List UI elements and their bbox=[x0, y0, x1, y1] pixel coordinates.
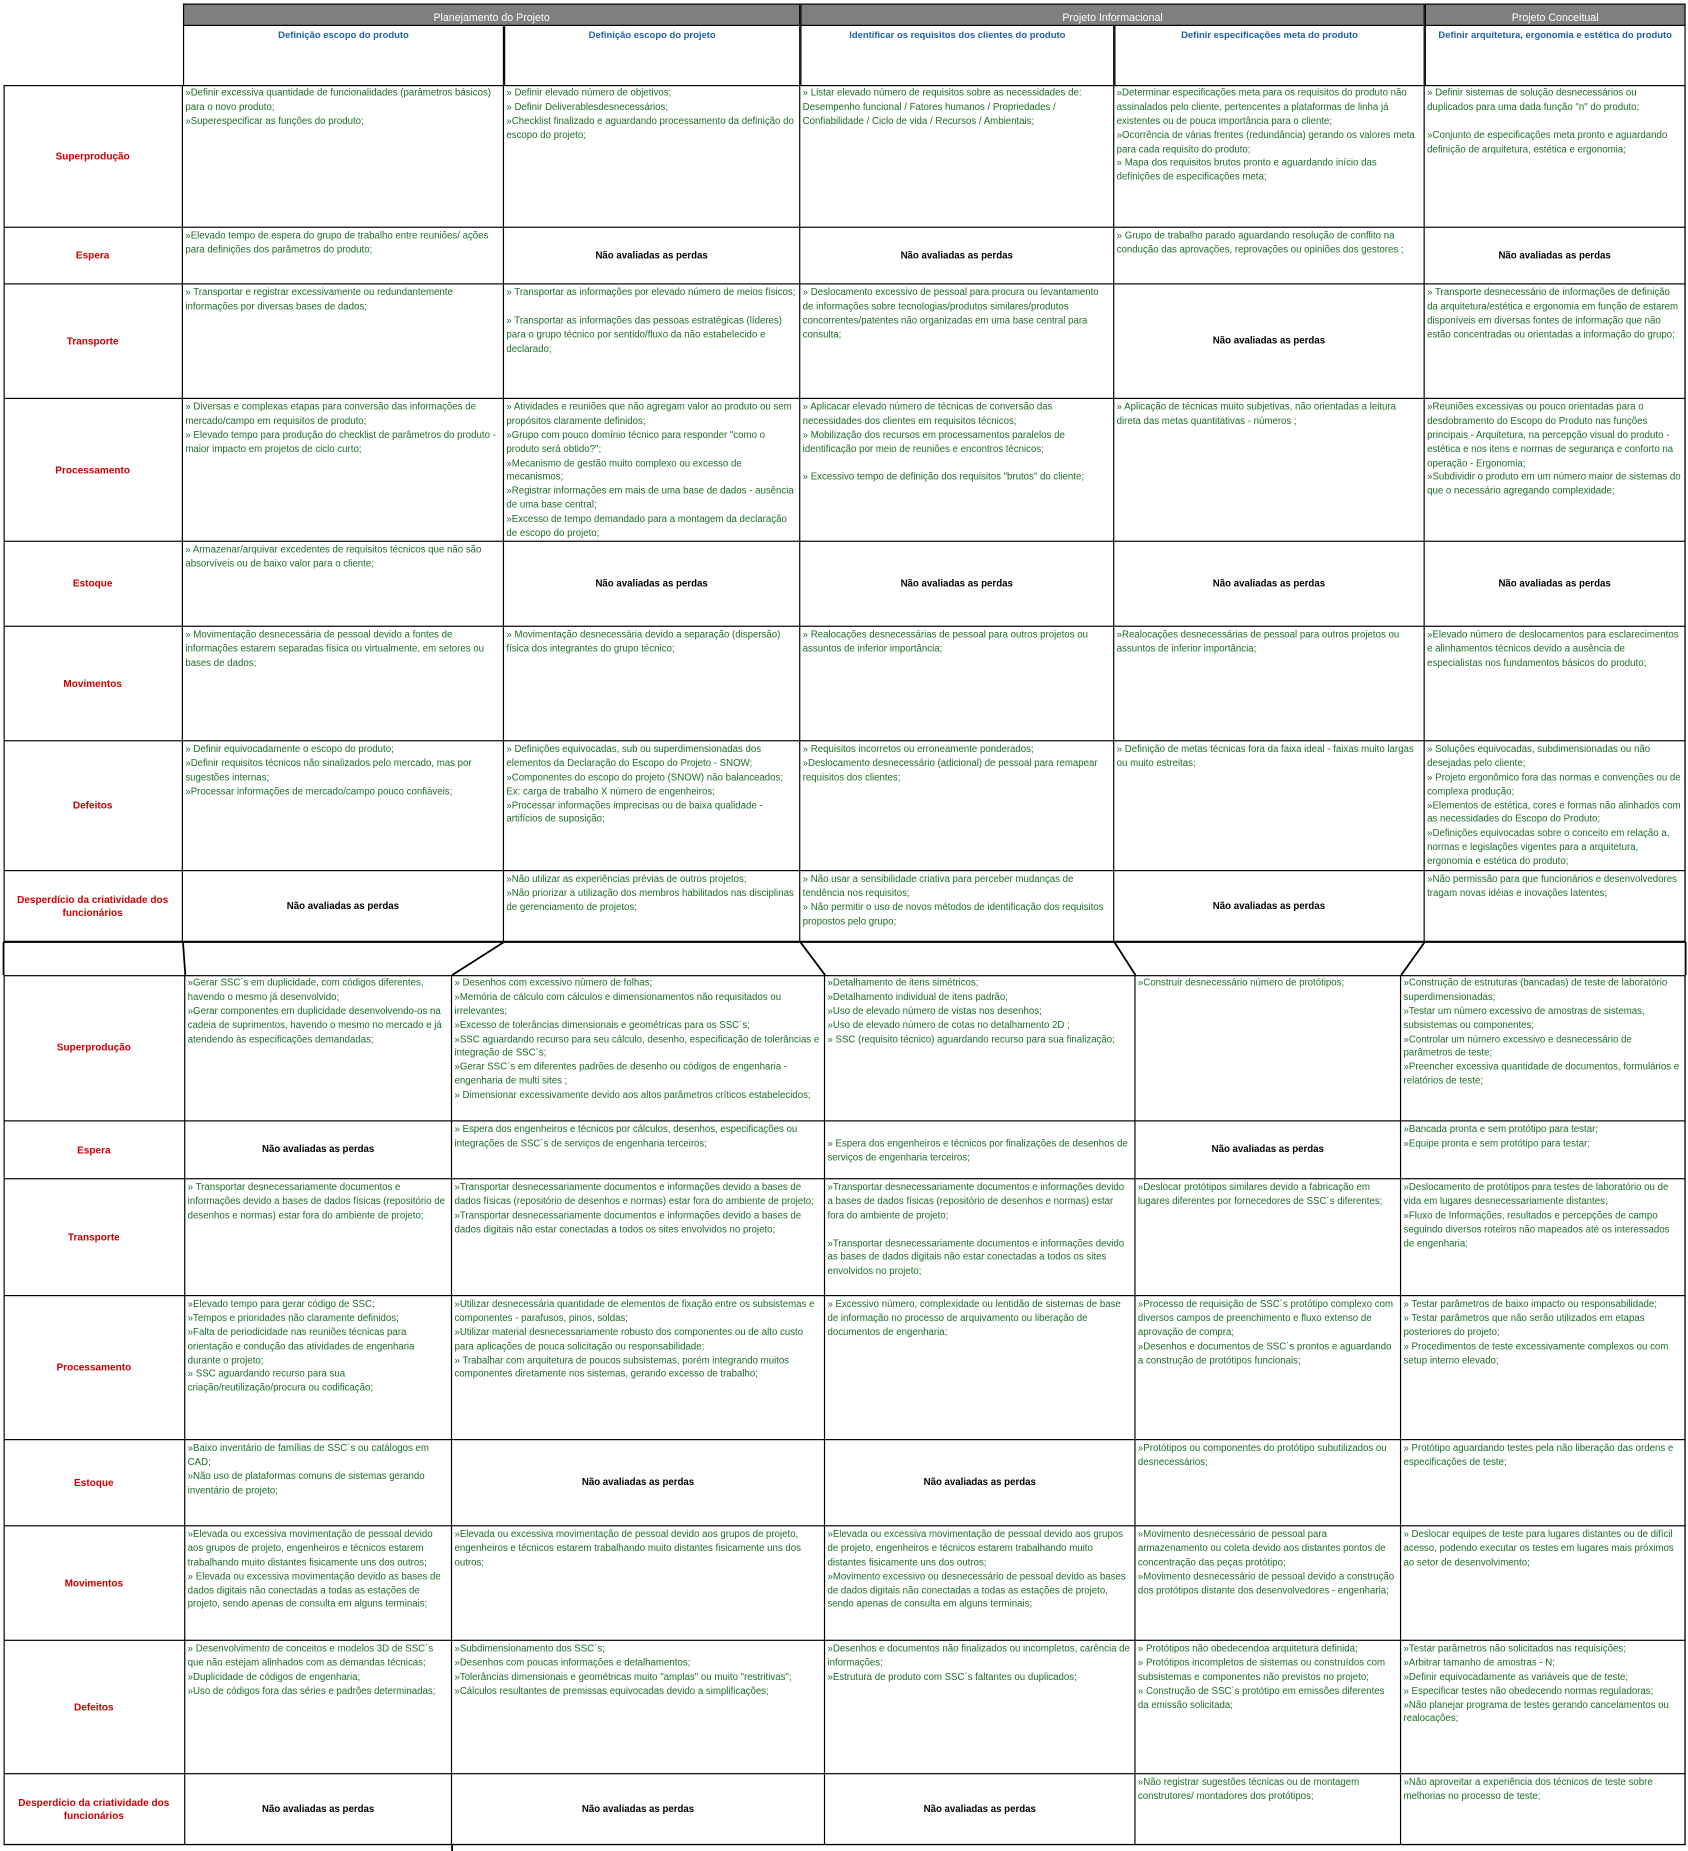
waste-item: »Construção de estruturas (bancadas) de teste de laboratório superdimensionadas; bbox=[1403, 977, 1668, 1003]
waste-item: »Ocorrência de várias frentes (redundância) gerando os valores meta para cada requisito do produto; bbox=[1116, 129, 1415, 155]
waste-cell bbox=[800, 627, 1114, 742]
waste-cell bbox=[1114, 85, 1424, 228]
row-label: Superprodução bbox=[4, 975, 186, 1121]
waste-item: »Protótipos ou componentes do protótipo subutilizados ou desnecessários; bbox=[1137, 1442, 1387, 1468]
cell-not-evaluated: Não avaliadas as perdas bbox=[452, 1774, 825, 1845]
activity-header: Definir arquitetura, ergonomia e estética do produto bbox=[1425, 26, 1686, 85]
waste-item: »Construir desnecessário número de protótipos; bbox=[1137, 977, 1345, 989]
row-label: Processamento bbox=[4, 1296, 186, 1440]
cell-not-evaluated: Não avaliadas as perdas bbox=[504, 228, 800, 285]
waste-item: »Gerar SSC´s em duplicidade, com códigos diferentes, havendo o mesmo já desenvolvido; bbox=[187, 977, 424, 1003]
waste-item: » Grupo de trabalho parado aguardando resolução de conflito na condução das aprovações, reprovações ou opiniões dos gestores ; bbox=[1116, 230, 1404, 255]
waste-item: »Baixo inventário de famílias de SSC´s ou catálogos em CAD; bbox=[187, 1442, 429, 1468]
waste-item: »Transportar desnecessariamente documentos e informações devido a bases de dados físicas (repositório de desenhos e normas) estar fora do ambiente de projeto; bbox=[454, 1181, 814, 1207]
waste-item: »Componentes do escopo do projeto (SNOW) não balanceados; Ex: carga de trabalho X número de engenheiros; bbox=[506, 771, 784, 797]
waste-item: »Uso de elevado número de cotas no detalhamento 2D ; bbox=[827, 1019, 1070, 1031]
waste-item: »Excesso de tolerâncias dimensionais e geométricas para os SSC´s; bbox=[454, 1019, 750, 1031]
waste-cell bbox=[504, 285, 800, 400]
waste-item: » Soluções equivocadas, subdimensionadas ou não desejadas pelo cliente; bbox=[1427, 743, 1651, 769]
waste-cell bbox=[1136, 1526, 1402, 1641]
waste-cell bbox=[1401, 1440, 1685, 1526]
row-label: Transporte bbox=[4, 285, 183, 400]
waste-cell bbox=[504, 85, 800, 228]
waste-item: »SSC aguardando recurso para seu cálculo, desenho, especificação de tolerâncias e integração de SSC´s; bbox=[454, 1033, 820, 1059]
waste-item: » Dimensionar excessivamente devido aos altos parâmetros críticos estabelecidos; bbox=[454, 1089, 811, 1101]
waste-item: »Testar parâmetros não solicitados nas requisições; bbox=[1403, 1643, 1626, 1654]
waste-item: » Mobilização dos recursos em processamentos paralelos de identificação por meio de reuniões e encontros técnicos; bbox=[802, 429, 1065, 455]
waste-item: » Espera dos engenheiros e técnicos por cálculos, desenhos, especificações ou integrações de SSC´s de serviços de engenharia terceiros; bbox=[454, 1123, 798, 1149]
waste-item: »Grupo com pouco domínio técnico para responder "como o produto será obtido?"; bbox=[506, 429, 766, 455]
waste-cell bbox=[1401, 975, 1685, 1121]
waste-cell bbox=[504, 399, 800, 542]
waste-item: »Elevada ou excessiva movimentação de pessoal devido aos grupos de projeto, engenheiros e técnicos estarem trabalhando muito distantes fisicamente uns dos outros; bbox=[187, 1528, 433, 1568]
waste-item: »Transportar desnecessariamente documentos e informações devido a bases de dados físicas (repositório de desenhos e normas) estar fora do ambiente de projeto; bbox=[827, 1181, 1125, 1221]
waste-item: » Definir sistemas de solução desnecessários ou duplicados para uma dada função "n" do produto; bbox=[1427, 87, 1640, 113]
connector-line bbox=[800, 942, 825, 975]
cell-not-evaluated: Não avaliadas as perdas bbox=[504, 542, 800, 627]
waste-item: »Definir equivocadamente as variáveis que de teste; bbox=[1403, 1671, 1629, 1682]
waste-cell bbox=[452, 1179, 825, 1296]
waste-item: » Não permitir o uso de novos métodos de identificação dos requisitos propostos pelo grupo; bbox=[802, 901, 1104, 927]
waste-item: »Tempos e prioridades não claramente definidos; bbox=[187, 1312, 399, 1324]
waste-cell bbox=[825, 1526, 1135, 1641]
waste-item: »Não utilizar as experiências prévias de outros projetos; bbox=[506, 873, 747, 885]
waste-cell bbox=[1136, 1774, 1402, 1845]
waste-item: »Definições equivocadas sobre o conceito em relação a, normas e legislações vigentes para a arquitetura, ergonomia e estética do produto; bbox=[1427, 827, 1670, 867]
waste-item: » Transportar as informações por elevado número de meios físicos; bbox=[506, 286, 796, 298]
waste-item: »Excesso de tempo demandado para a montagem da declaração de escopo do projeto; bbox=[506, 513, 787, 539]
waste-item: » Protótipos incompletos de sistemas ou construídos com subsistemas e componentes não previstos no projeto; bbox=[1137, 1657, 1386, 1682]
waste-item: »Desenhos com poucas informações e detalhamentos; bbox=[454, 1657, 691, 1668]
waste-cell bbox=[800, 85, 1114, 228]
waste-item: »Superespecificar as funções do produto; bbox=[185, 115, 364, 127]
waste-cell bbox=[1136, 1641, 1402, 1774]
waste-item: » Desenvolvimento de conceitos e modelos 3D de SSC´s que não estejam alinhados com as demandas técnicas; bbox=[187, 1643, 434, 1668]
waste-cell bbox=[183, 627, 504, 742]
cell-not-evaluated: Não avaliadas as perdas bbox=[1136, 1121, 1402, 1179]
waste-cell bbox=[183, 542, 504, 627]
waste-cell bbox=[504, 627, 800, 742]
cell-not-evaluated: Não avaliadas as perdas bbox=[825, 1440, 1135, 1526]
waste-cell bbox=[825, 1641, 1135, 1774]
waste-cell bbox=[1401, 1526, 1685, 1641]
waste-item: »Gerar componentes em duplicidade desenvolvendo-os na cadeia de suprimentos, havendo o mesmo no mercado e já atendendo às especificações demandadas; bbox=[187, 1005, 442, 1045]
waste-cell bbox=[1136, 1296, 1402, 1440]
waste-item: »Não uso de plataformas comuns de sistemas gerando inventário de projeto; bbox=[187, 1470, 425, 1496]
waste-item: »Fluxo de Informações, resultados e percepções de campo seguindo diversos roteiros não mapeados até os interessados de engenharia; bbox=[1403, 1209, 1670, 1249]
waste-item: »Memória de cálculo com cálculos e dimensionamentos não requisitados ou irrelevantes; bbox=[454, 991, 782, 1017]
waste-cell bbox=[1401, 1121, 1685, 1179]
cell-not-evaluated: Não avaliadas as perdas bbox=[1425, 228, 1686, 285]
waste-cell bbox=[504, 741, 800, 871]
waste-item: »Desenhos e documentos de SSC´s prontos e aguardando a construção de protótipos funcionais; bbox=[1137, 1340, 1392, 1366]
waste-item: »Arbitrar tamanho de amostras - N; bbox=[1403, 1657, 1555, 1668]
waste-item: » Trabalhar com arquitetura de poucos subsistemas, porém integrando muitos componentes diretamente nos sistemas, gerando excesso de trabalho; bbox=[454, 1354, 790, 1380]
waste-item: »Gerar SSC´s em diferentes padrões de desenho ou códigos de engenharia - engenharia de multi sites ; bbox=[454, 1061, 788, 1087]
waste-item: »Processar informações imprecisas ou de baixa qualidade - artifícios de suposição; bbox=[506, 799, 763, 825]
phase-header: Projeto Conceitual bbox=[1425, 4, 1686, 26]
waste-item: »Detalhamento de itens simétricos; bbox=[827, 977, 979, 989]
row-label: Desperdício da criatividade dos funcionários bbox=[4, 871, 183, 942]
connector-line bbox=[1401, 942, 1425, 975]
waste-cell bbox=[1114, 399, 1424, 542]
waste-item: »Elementos de estética, cores e formas não alinhados com as necessidades do Escopo do Produto; bbox=[1427, 799, 1681, 825]
waste-cell bbox=[452, 975, 825, 1121]
cell-not-evaluated: Não avaliadas as perdas bbox=[1425, 542, 1686, 627]
phase-header: Planejamento do Projeto bbox=[183, 4, 800, 26]
waste-cell bbox=[183, 285, 504, 400]
waste-item: »Detalhamento individual de itens padrão; bbox=[827, 991, 1008, 1003]
waste-cell bbox=[1425, 85, 1686, 228]
waste-cell bbox=[825, 975, 1135, 1121]
row-label: Superprodução bbox=[4, 85, 183, 228]
waste-item: »Desenhos e documentos não finalizados ou incompletos, carência de informações; bbox=[827, 1643, 1130, 1668]
cell-not-evaluated: Não avaliadas as perdas bbox=[1114, 285, 1424, 400]
waste-item: »Checklist finalizado e aguardando processamento da definição do escopo do projeto; bbox=[506, 115, 794, 141]
row-label: Transporte bbox=[4, 1179, 186, 1296]
waste-cell bbox=[1401, 1296, 1685, 1440]
waste-cell bbox=[185, 1440, 452, 1526]
waste-cell bbox=[1401, 1179, 1685, 1296]
waste-item: »Movimento desnecessário de pessoal para armazenamento ou coleta devido aos distantes pontos de concentração das peças protótipo; bbox=[1137, 1528, 1386, 1568]
waste-item: » Excessivo número, complexidade ou lentidão de sistemas de base de informação no processo de arquivamento ou liberação de documentos de engenharia; bbox=[827, 1298, 1121, 1338]
waste-item: » Protótipo aguardando testes pela não liberação das ordens e especificações de teste; bbox=[1403, 1442, 1674, 1468]
waste-item: » Testar parâmetros de baixo impacto ou responsabilidade; bbox=[1403, 1298, 1657, 1310]
waste-cell bbox=[1425, 399, 1686, 542]
waste-item: »Definir requisitos técnicos não sinalizados pelo mercado, mas por sugestões internas; bbox=[185, 757, 472, 783]
row-label: Movimentos bbox=[4, 627, 183, 742]
phase-header: Projeto Informacional bbox=[800, 4, 1424, 26]
waste-item: »Estrutura de produto com SSC´s faltantes ou duplicados; bbox=[827, 1671, 1077, 1682]
activity-header: Definição escopo do produto bbox=[183, 26, 504, 85]
waste-item: » SSC (requisito técnico) aguardando recurso para sua finalização; bbox=[827, 1033, 1115, 1045]
waste-item: » Procedimentos de teste excessivamente complexos ou com setup interno elevado; bbox=[1403, 1340, 1669, 1366]
row-label: Defeitos bbox=[4, 1641, 186, 1774]
waste-cell bbox=[1401, 1774, 1685, 1845]
cell-not-evaluated: Não avaliadas as perdas bbox=[185, 1121, 452, 1179]
waste-item: »Determinar especificações meta para os requisitos do produto não assinalados pelo cliente, pertencentes a plataformas de linha já existentes ou de pouca importância para o cliente; bbox=[1116, 87, 1407, 127]
waste-cell bbox=[1114, 627, 1424, 742]
waste-item: »Cálculos resultantes de premissas equivocadas devido a simplificações; bbox=[454, 1685, 769, 1696]
waste-item: »Não registrar sugestões técnicas ou de montagem construtores/ montadores dos protótipos; bbox=[1137, 1776, 1360, 1802]
waste-item: » Elevado tempo para produção do checklist de parâmetros do produto - maior impacto em projetos de ciclo curto; bbox=[185, 429, 496, 455]
waste-item: » Mapa dos requisitos brutos pronto e aguardando início das definições de especificações meta; bbox=[1116, 157, 1377, 183]
waste-item: » Definir equivocadamente o escopo do produto; bbox=[185, 743, 394, 755]
waste-item: »Processo de requisição de SSC´s protótipo complexo com diversos campos de preenchimento e fluxo extenso de aprovação de compra; bbox=[1137, 1298, 1394, 1338]
waste-cell bbox=[185, 1179, 452, 1296]
waste-cell bbox=[800, 399, 1114, 542]
waste-item: »Testar um número excessivo de amostras de sistemas, subsistemas ou componentes; bbox=[1403, 1005, 1645, 1031]
waste-cell bbox=[183, 399, 504, 542]
connector-line bbox=[183, 942, 185, 975]
waste-item: » Protótipos não obedecendoa arquitetura definida; bbox=[1137, 1643, 1358, 1654]
waste-item: »Não planejar programa de testes gerando cancelamentos ou realocações; bbox=[1403, 1699, 1669, 1725]
waste-item: » Movimentação desnecessária de pessoal devido a fontes de informações estarem separadas física ou virtualmente, em setores ou bases de dados; bbox=[185, 629, 485, 668]
waste-item: » Excessivo tempo de definição dos requisitos "brutos" do cliente; bbox=[802, 471, 1085, 483]
waste-item: »Equipe pronta e sem protótipo para testar; bbox=[1403, 1137, 1590, 1149]
waste-item: » Atividades e reuniões que não agregam valor ao produto ou sem propósitos claramente definidos; bbox=[506, 401, 792, 427]
waste-item: »Movimento desnecessário de pessoal devido a construção dos protótipos distante dos desenvolvedores - engenharia; bbox=[1137, 1570, 1395, 1596]
cell-not-evaluated: Não avaliadas as perdas bbox=[800, 228, 1114, 285]
waste-item: » Elevada ou excessiva movimentação devido as bases de dados digitais não conectadas a todas as estações de projeto, sendo apenas de consulta em alguns terminais; bbox=[187, 1570, 441, 1610]
cell-not-evaluated: Não avaliadas as perdas bbox=[800, 542, 1114, 627]
waste-item: » Requisitos incorretos ou erroneamente ponderados; bbox=[802, 743, 1034, 755]
waste-item: » Definições equivocadas, sub ou superdimensionadas dos elementos da Declaração do Escopo do Projeto - SNOW; bbox=[506, 743, 762, 769]
cell-not-evaluated: Não avaliadas as perdas bbox=[1114, 542, 1424, 627]
waste-item: »Processar informações de mercado/campo pouco confiáveis; bbox=[185, 785, 453, 797]
waste-item: »Bancada pronta e sem protótipo para testar; bbox=[1403, 1123, 1598, 1135]
waste-item: »Uso de códigos fora das séries e padrões determinadas; bbox=[187, 1685, 436, 1696]
row-label: Processamento bbox=[4, 399, 183, 542]
waste-cell bbox=[1136, 1179, 1402, 1296]
waste-cell bbox=[1114, 228, 1424, 285]
waste-cell bbox=[1401, 1641, 1685, 1774]
waste-item: »Não permissão para que funcionários e desenvolvedores tragam novas idéias e inovações latentes; bbox=[1427, 873, 1677, 899]
waste-cell bbox=[185, 1526, 452, 1641]
waste-cell bbox=[452, 1296, 825, 1440]
waste-item: »Elevada ou excessiva movimentação de pessoal devido aos grupos de projeto, engenheiros e técnicos estarem trabalhando muito distantes fisicamente uns dos outros; bbox=[827, 1528, 1123, 1568]
activity-header: Identificar os requisitos dos clientes do produto bbox=[800, 26, 1114, 85]
waste-cell bbox=[825, 1179, 1135, 1296]
activity-header: Definir especificações meta do produto bbox=[1114, 26, 1424, 85]
waste-item: »Não priorizar a utilização dos membros habilitados nas disciplinas de gerenciamento de projetos; bbox=[506, 887, 794, 913]
waste-item: »Mecanismo de gestão muito complexo ou excesso de mecanismos; bbox=[506, 457, 742, 483]
waste-cell bbox=[183, 228, 504, 285]
connector-line bbox=[1114, 942, 1135, 975]
waste-item: »Subdimensionamento dos SSC´s; bbox=[454, 1643, 605, 1654]
waste-cell bbox=[183, 85, 504, 228]
activity-header: Definição escopo do projeto bbox=[504, 26, 800, 85]
waste-item: »Conjunto de especificações meta pronto e aguardando definição de arquitetura, estética e ergonomia; bbox=[1427, 129, 1668, 155]
waste-item: » Realocações desnecessárias de pessoal para outros projetos ou assuntos de inferior importância; bbox=[802, 629, 1088, 654]
waste-item: »Definir excessiva quantidade de funcionalidades (parâmetros básicos) para o novo produto; bbox=[185, 87, 492, 113]
waste-item: » SSC aguardando recurso para sua criação/reutilização/procura ou codificação; bbox=[187, 1368, 374, 1394]
waste-item: » Transportar desnecessariamente documentos e informações devido a bases de dados físicas (repositório de desenhos e normas) estar fora do ambiente de projeto; bbox=[187, 1181, 446, 1221]
row-label: Espera bbox=[4, 228, 183, 285]
waste-cell bbox=[185, 1296, 452, 1440]
connector-line bbox=[452, 942, 504, 975]
waste-item: » Transportar as informações das pessoas estratégicas (líderes) para o grupo técnico por sentido/fluxo da não estabelecido e declarado; bbox=[506, 314, 782, 354]
waste-cell bbox=[452, 1121, 825, 1179]
waste-item: »Subdividir o produto em um número maior de sistemas do que o necessário agregando complexidade; bbox=[1427, 471, 1681, 497]
waste-item: » Deslocamento excessivo de pessoal para procura ou levantamento de informações sobre tecnologias/produtos similares/produtos concorrentes/patentes não organizadas em uma base central para consulta; bbox=[802, 286, 1099, 340]
waste-item: »Deslocar protótipos similares devido a fabricação em lugares diferentes por fornecedores de SSC´s diferentes; bbox=[1137, 1181, 1383, 1207]
waste-item: » Não usar a sensibilidade criativa para perceber mudanças de tendência nos requisitos; bbox=[802, 873, 1074, 899]
waste-cell bbox=[1425, 871, 1686, 942]
cell-not-evaluated: Não avaliadas as perdas bbox=[825, 1774, 1135, 1845]
waste-cell bbox=[1136, 1440, 1402, 1526]
waste-item: » Transportar e registrar excessivamente ou redundantemente informações por diversas bases de dados; bbox=[185, 286, 453, 312]
waste-cell bbox=[800, 741, 1114, 871]
waste-item: »Controlar um número excessivo e desnecessário de parâmetros de teste; bbox=[1403, 1033, 1632, 1059]
row-label: Desperdício da criatividade dos funcionários bbox=[4, 1774, 186, 1845]
waste-item: »Não aproveitar a experiência dos técnicos de teste sobre melhorias no processo de teste; bbox=[1403, 1776, 1653, 1802]
waste-item: »Uso de elevado número de vistas nos desenhos; bbox=[827, 1005, 1042, 1017]
waste-item: »Tolerâncias dimensionais e geométricas muito "amplas" ou muito "restritivas"; bbox=[454, 1671, 792, 1682]
waste-cell bbox=[185, 1641, 452, 1774]
waste-item: » Especificar testes não obedecendo normas reguladoras; bbox=[1403, 1685, 1654, 1696]
waste-item: »Reuniões excessivas ou pouco orientadas para o desdobramento do Escopo do Produto nas funções principais - Arquitetura, na percepção visual do produto - estética e nos itens e normas de segurança e conforto na operação - Ergonomia; bbox=[1427, 401, 1674, 469]
waste-item: » Movimentação desnecessária devido a separação (dispersão) física dos integrantes do grupo técnico; bbox=[506, 629, 781, 654]
waste-cell bbox=[1136, 975, 1402, 1121]
waste-cell bbox=[1425, 627, 1686, 742]
waste-item: » Projeto ergonômico fora das normas e convenções ou de complexa produção; bbox=[1427, 771, 1681, 797]
waste-item: » Aplicacar elevado número de técnicas de conversão das necessidades dos clientes em requisitos técnicos; bbox=[802, 401, 1053, 427]
waste-cell bbox=[452, 1526, 825, 1641]
waste-cell bbox=[185, 975, 452, 1121]
waste-cell bbox=[504, 871, 800, 942]
waste-item: »Elevado número de deslocamentos para esclarecimentos e alinhamentos técnicos devido a ausência de especialistas nos fundamentos básicos do produto; bbox=[1427, 629, 1679, 668]
row-label: Estoque bbox=[4, 1440, 186, 1526]
cell-not-evaluated: Não avaliadas as perdas bbox=[185, 1774, 452, 1845]
waste-item: »Elevada ou excessiva movimentação de pessoal devido aos grupos de projeto, engenheiros e técnicos estarem trabalhando muito distantes fisicamente uns dos outros; bbox=[454, 1528, 801, 1568]
waste-item: » Definir Deliverablesdesnecessários; bbox=[506, 101, 669, 113]
waste-item: » Armazenar/arquivar excedentes de requisitos técnicos que não são absorvíveis ou de baixo valor para o cliente; bbox=[185, 544, 482, 569]
waste-item: » Testar parâmetros que não serão utilizados em etapas posteriores do projeto; bbox=[1403, 1312, 1645, 1338]
waste-item: »Utilizar desnecessária quantidade de elementos de fixação entre os subsistemas e componentes - parafusos, pinos, soldas; bbox=[454, 1298, 815, 1324]
waste-cell bbox=[1425, 285, 1686, 400]
waste-item: »Falta de periodicidade nas reuniões técnicas para orientação e condução das atividades de engenharia durante o projeto; bbox=[187, 1326, 415, 1366]
waste-item: »Duplicidade de códigos de engenharia; bbox=[187, 1671, 361, 1682]
waste-item: » Transporte desnecessário de informações de definição da arquitetura/estética e ergonomia em função de estarem disponíveis em diversas fontes de informação que não estão concentradas ou orientadas a informação do grupo; bbox=[1427, 286, 1678, 340]
cell-not-evaluated: Não avaliadas as perdas bbox=[1114, 871, 1424, 942]
waste-item: » Diversas e complexas etapas para conversão das informações de mercado/campo em requisitos de produto; bbox=[185, 401, 476, 427]
row-label: Espera bbox=[4, 1121, 186, 1179]
row-label: Defeitos bbox=[4, 741, 183, 871]
waste-item: »Elevado tempo de espera do grupo de trabalho entre reuniões/ ações para definições dos parâmetros do produto; bbox=[185, 230, 489, 255]
waste-item: »Realocações desnecessárias de pessoal para outros projetos ou assuntos de inferior importância; bbox=[1116, 629, 1400, 654]
waste-item: » Listar elevado número de requisitos sobre as necessidades de: Desempenho funcional / Fatores humanos / Propriedades / Confiabilidade / Ciclo de vida / Recursos / Ambientais; bbox=[802, 87, 1082, 127]
waste-item: »Deslocamento de protótipos para testes de laboratório ou de vida em lugares desnecessariamente distantes; bbox=[1403, 1181, 1669, 1207]
waste-item: » Construção de SSC´s protótipo em emissões diferentes da emissão solicitada; bbox=[1137, 1685, 1385, 1711]
waste-item: » Deslocar equipes de teste para lugares distantes ou de difícil acesso, podendo executar os testes em lugares mais próximos ao setor de desenvolvimento; bbox=[1403, 1528, 1674, 1568]
waste-item: »Registrar informações em mais de uma base de dados - ausência de uma base central; bbox=[506, 485, 794, 511]
waste-item: » Aplicação de técnicas muito subjetivas, não orientadas a leitura direta das metas quantitativas - números ; bbox=[1116, 401, 1397, 427]
cell-not-evaluated: Não avaliadas as perdas bbox=[452, 1440, 825, 1526]
waste-cell bbox=[800, 871, 1114, 942]
waste-item: »Elevado tempo para gerar código de SSC; bbox=[187, 1298, 375, 1310]
waste-item: »Transportar desnecessariamente documentos e informações devido a bases de dados digitais não estar conectadas a todos os sites envolvidos no projeto; bbox=[454, 1209, 802, 1235]
waste-cell bbox=[452, 1641, 825, 1774]
waste-item: »Transportar desnecessariamente documentos e informações devido as bases de dados digitais não estar conectadas a todos os sites envolvidos no projeto; bbox=[827, 1237, 1125, 1277]
waste-item: »Utilizar material desnecessariamente robusto dos componentes ou de alto custo para aplicações de pouca solicitação ou responsabilidade; bbox=[454, 1326, 804, 1352]
waste-cell bbox=[825, 1296, 1135, 1440]
waste-item: »Preencher excessiva quantidade de documentos, formulários e relatórios de teste; bbox=[1403, 1061, 1680, 1087]
cell-not-evaluated: Não avaliadas as perdas bbox=[183, 871, 504, 942]
waste-item: » Definição de metas técnicas fora da faixa ideal - faixas muito largas ou muito estreitas; bbox=[1116, 743, 1414, 769]
waste-cell bbox=[1425, 741, 1686, 871]
waste-cell bbox=[183, 741, 504, 871]
waste-item: » Espera dos engenheiros e técnicos por finalizações de desenhos de serviços de engenharia terceiros; bbox=[827, 1137, 1128, 1163]
waste-cell bbox=[1114, 741, 1424, 871]
waste-item: »Deslocamento desnecessário (adicional) de pessoal para remapear requisitos dos clientes; bbox=[802, 757, 1098, 783]
waste-cell bbox=[800, 285, 1114, 400]
waste-cell bbox=[825, 1121, 1135, 1179]
row-label: Movimentos bbox=[4, 1526, 186, 1641]
waste-item: »Movimento excessivo ou desnecessário de pessoal devido as bases de dados digitais não conectadas a todas as estações de projeto, sendo apenas de consulta em alguns terminais; bbox=[827, 1570, 1126, 1610]
waste-item: » Desenhos com excessivo número de folhas; bbox=[454, 977, 653, 989]
row-label: Estoque bbox=[4, 542, 183, 627]
waste-item: » Definir elevado número de objetivos; bbox=[506, 87, 672, 98]
